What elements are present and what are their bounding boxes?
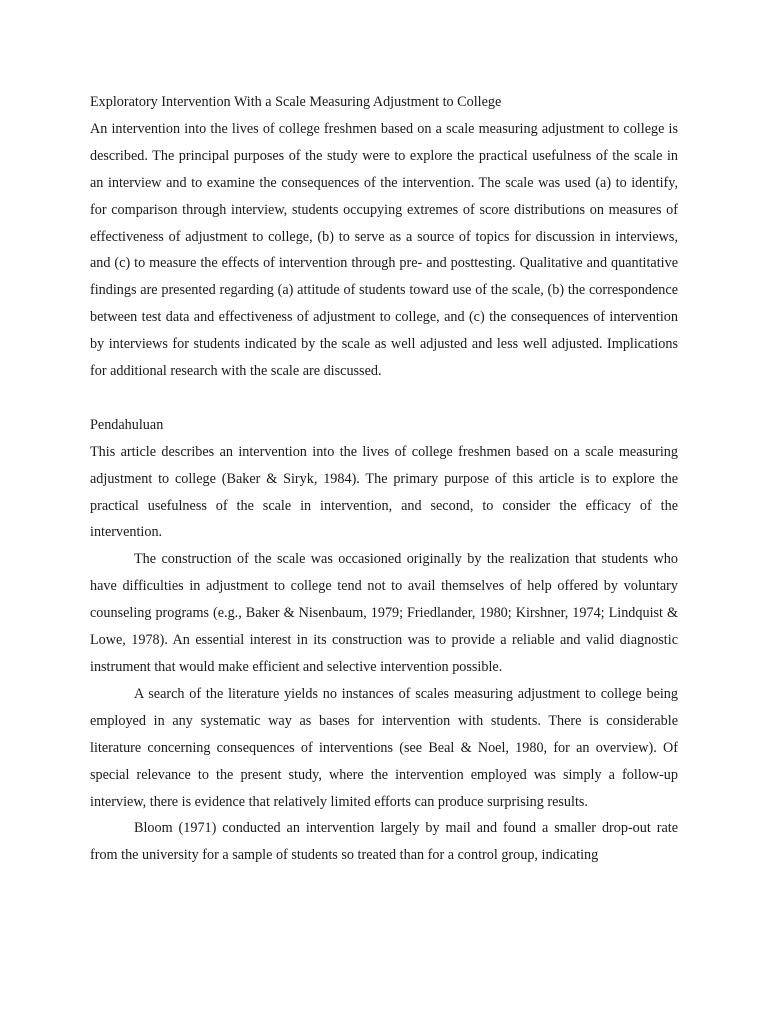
section-spacer (90, 385, 678, 412)
abstract-paragraph: An intervention into the lives of college freshmen based on a scale measuring adjustment to college is described. The principal purposes of the study were to explore the practical usefulness of the scale in an interview and to examine the consequences of the intervention. The scale was used (a) to identify, for comparison through interview, students occupying extremes of score distributions on measures of effectiveness of adjustment to college, (b) to serve as a source of topics for discussion in interviews, and (c) to measure the effects of intervention through pre- and posttesting. Qualitative and quantitative findings are presented regarding (a) attitude of students toward use of the scale, (b) the correspondence between test data and effectiveness of adjustment to college, and (c) the consequences of intervention by interviews for students indicated by the scale as well adjusted and less well adjusted. Implications for additional research with the scale are discussed. (90, 120, 678, 380)
body-paragraph-4: Bloom (1971) conducted an intervention largely by mail and found a smaller drop-out rate from the university for a sample of students so treated than for a control group, indicating (90, 820, 678, 864)
body-paragraph-3: A search of the literature yields no instances of scales measuring adjustment to college being employed in any systematic way as bases for intervention with students. There is considerable literature concerning consequences of interventions (see Beal & Noel, 1980, for an overview). Of special relevance to the present study, where the intervention employed was simply a follow-up interview, there is evidence that relatively limited efforts can produce surprising results. (90, 685, 678, 810)
document-title: Exploratory Intervention With a Scale Measuring Adjustment to College (90, 94, 502, 110)
body-paragraph-2: The construction of the scale was occasioned originally by the realization that students who have difficulties in adjustment to college tend not to avail themselves of help offered by voluntary counseling programs (e.g., Baker & Nisenbaum, 1979; Friedlander, 1980; Kirshner, 1974; Lindquist & Lowe, 1978). An essential interest in its construction was to provide a reliable and valid diagnostic instrument that would make efficient and selective intervention possible. (90, 551, 678, 676)
body-paragraph-1: This article describes an intervention into the lives of college freshmen based on a scale measuring adjustment to college (Baker & Siryk, 1984). The primary purpose of this article is to explore the practical usefulness of the scale in intervention, and second, to consider the efficacy of the intervention. (90, 443, 678, 541)
section-heading: Pendahuluan (90, 416, 164, 433)
document-page (90, 89, 678, 869)
